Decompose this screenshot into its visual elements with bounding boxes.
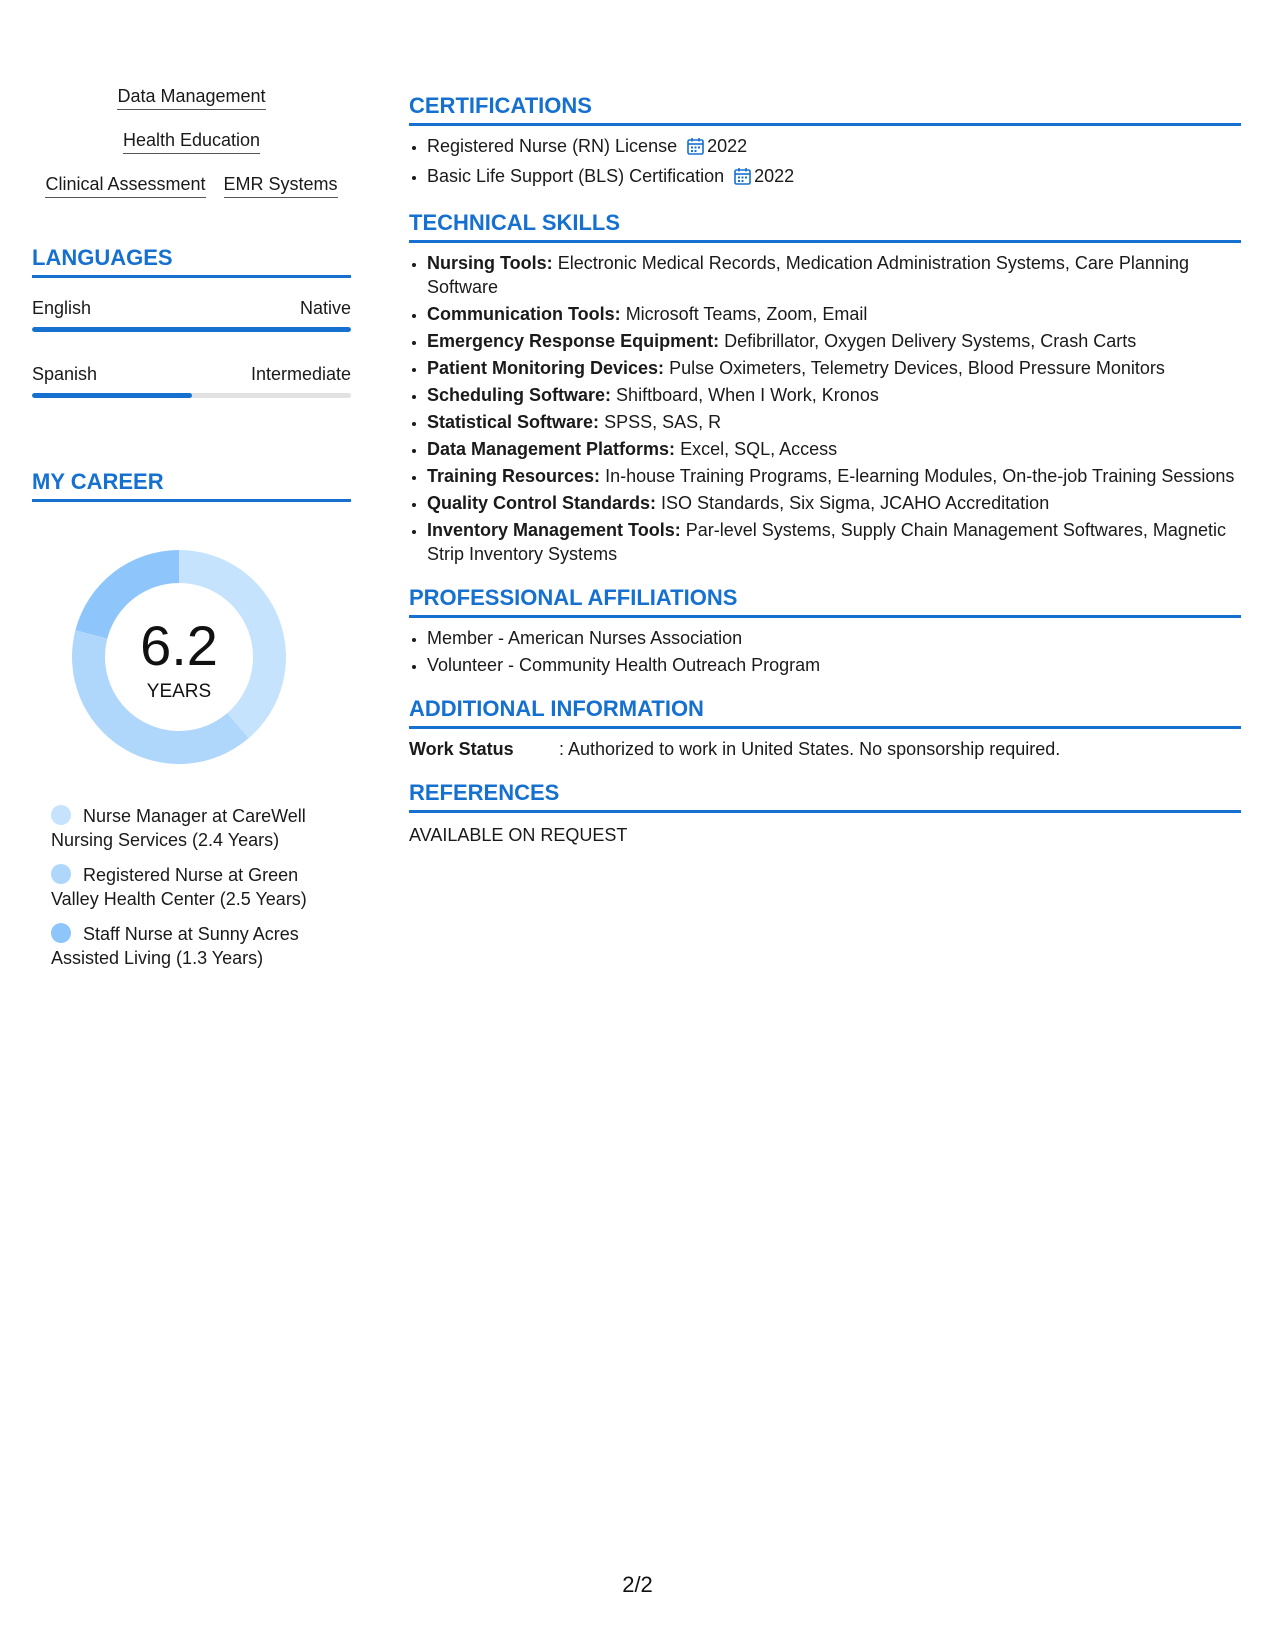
career-legend-text: Staff Nurse at Sunny Acres Assisted Living (1.3 Years) (51, 924, 299, 968)
technical-skill-text: Electronic Medical Records, Medication Administration Systems, Care Planning Software (427, 253, 1189, 297)
technical-skill-label: Quality Control Standards: (427, 493, 657, 513)
language-item (32, 296, 351, 332)
technical-skill-item (427, 329, 1241, 353)
technical-skill-label: Nursing Tools: (427, 253, 553, 273)
technical-skill-text: In-house Training Programs, E-learning Modules, On-the-job Training Sessions (605, 466, 1235, 486)
skill-chip: Data Management (117, 84, 265, 110)
technical-skill-item (427, 383, 1241, 407)
language-level: Native (299, 298, 351, 318)
calendar-icon (734, 167, 751, 191)
references-text: AVAILABLE ON REQUEST (409, 825, 628, 845)
technical-skill-text: Excel, SQL, Access (680, 439, 838, 459)
career-legend-item (51, 804, 341, 852)
skill-chip: Health Education (123, 128, 260, 154)
career-total-years: 6.2 (140, 614, 218, 677)
technical-skill-text: Par-level Systems, Supply Chain Management Softwares, Magnetic Strip Inventory Systems (427, 520, 1226, 564)
certification-year: 2022 (754, 166, 795, 186)
skills-row (32, 84, 351, 110)
technical-skill-text: ISO Standards, Six Sigma, JCAHO Accreditation (661, 493, 1050, 513)
technical-skill-label: Training Resources: (427, 466, 601, 486)
languages-section (32, 244, 351, 398)
technical-skill-text: Pulse Oximeters, Telemetry Devices, Blood Pressure Monitors (669, 358, 1165, 378)
technical-skill-label: Patient Monitoring Devices: (427, 358, 665, 378)
career-legend-text: Nurse Manager at CareWell Nursing Services (2.4 Years) (51, 806, 306, 850)
skill-chip: Clinical Assessment (45, 172, 205, 198)
language-item (32, 362, 351, 398)
career-donut-chart (66, 544, 292, 770)
affiliation-item: • Member - American Nurses Association (427, 626, 1241, 650)
technical-skill-text: Defibrillator, Oxygen Delivery Systems, Crash Carts (724, 331, 1137, 351)
technical-skill-label: Emergency Response Equipment: (427, 331, 720, 351)
additional-info-title: ADDITIONAL INFORMATION (409, 695, 1241, 729)
work-status-label: Work Status (409, 739, 514, 759)
technical-skill-item (427, 410, 1241, 434)
technical-skill-item (427, 491, 1241, 515)
technical-skill-label: Statistical Software: (427, 412, 600, 432)
technical-skill-item (427, 356, 1241, 380)
right-column (409, 92, 1241, 865)
certification-name: Registered Nurse (RN) License (427, 136, 678, 156)
language-row (32, 296, 351, 320)
technical-skill-text: SPSS, SAS, R (604, 412, 722, 432)
technical-skill-label: Inventory Management Tools: (427, 520, 681, 540)
language-level: Intermediate (250, 364, 351, 384)
career-legend-text: Registered Nurse at Green Valley Health Center (2.5 Years) (51, 865, 307, 909)
page-number: 2/2 (622, 1572, 653, 1597)
legend-dot-icon (51, 864, 71, 884)
work-status-value: : Authorized to work in United States. No sponsorship required. (559, 739, 1061, 759)
references-title: REFERENCES (409, 779, 1241, 813)
affiliations-section (409, 584, 1241, 677)
technical-skill-item (427, 518, 1241, 566)
skills-row (32, 172, 351, 198)
career-legend-item (51, 863, 341, 911)
language-level-bar (32, 393, 351, 398)
technical-skill-item (427, 464, 1241, 488)
technical-skills-list (409, 251, 1241, 566)
language-name: English (32, 298, 92, 318)
legend-dot-icon (51, 805, 71, 825)
career-title: MY CAREER (32, 468, 351, 502)
technical-skill-label: Communication Tools: (427, 304, 621, 324)
career-section (32, 468, 351, 970)
languages-title: LANGUAGES (32, 244, 351, 278)
skill-chip: EMR Systems (224, 172, 338, 198)
certification-year: 2022 (707, 136, 748, 156)
technical-skill-item (427, 302, 1241, 326)
certifications-title: CERTIFICATIONS (409, 92, 1241, 126)
language-level-fill (32, 327, 351, 332)
technical-skill-text: Shiftboard, When I Work, Kronos (616, 385, 879, 405)
calendar-icon (687, 137, 704, 161)
skills-row (32, 128, 351, 154)
career-legend-item (51, 922, 341, 970)
certification-item (427, 164, 1241, 191)
technical-skill-label: Scheduling Software: (427, 385, 612, 405)
affiliations-title: PROFESSIONAL AFFILIATIONS (409, 584, 1241, 618)
certification-item (427, 134, 1241, 161)
technical-skill-label: Data Management Platforms: (427, 439, 676, 459)
technical-skill-item (427, 251, 1241, 299)
additional-info-section (409, 695, 1241, 761)
certifications-list (409, 134, 1241, 191)
career-total-unit: YEARS (146, 681, 212, 702)
certification-name: Basic Life Support (BLS) Certification (427, 166, 725, 186)
technical-skill-text: Microsoft Teams, Zoom, Email (625, 304, 868, 324)
language-level-fill (32, 393, 192, 398)
affiliations-list (409, 626, 1241, 677)
technical-skill-item (427, 437, 1241, 461)
language-list (32, 296, 351, 398)
language-row (32, 362, 351, 386)
language-name: Spanish (32, 364, 98, 384)
technical-skills-section (409, 209, 1241, 566)
technical-skills-title: TECHNICAL SKILLS (409, 209, 1241, 243)
certifications-section (409, 92, 1241, 191)
career-legend (51, 804, 341, 970)
work-status-row (409, 737, 1241, 761)
donut-center (66, 544, 292, 770)
left-column (32, 84, 351, 981)
affiliation-item: • Volunteer - Community Health Outreach Program (427, 653, 1241, 677)
references-section (409, 779, 1241, 847)
language-level-bar (32, 327, 351, 332)
legend-dot-icon (51, 923, 71, 943)
skills-chips (32, 84, 351, 198)
